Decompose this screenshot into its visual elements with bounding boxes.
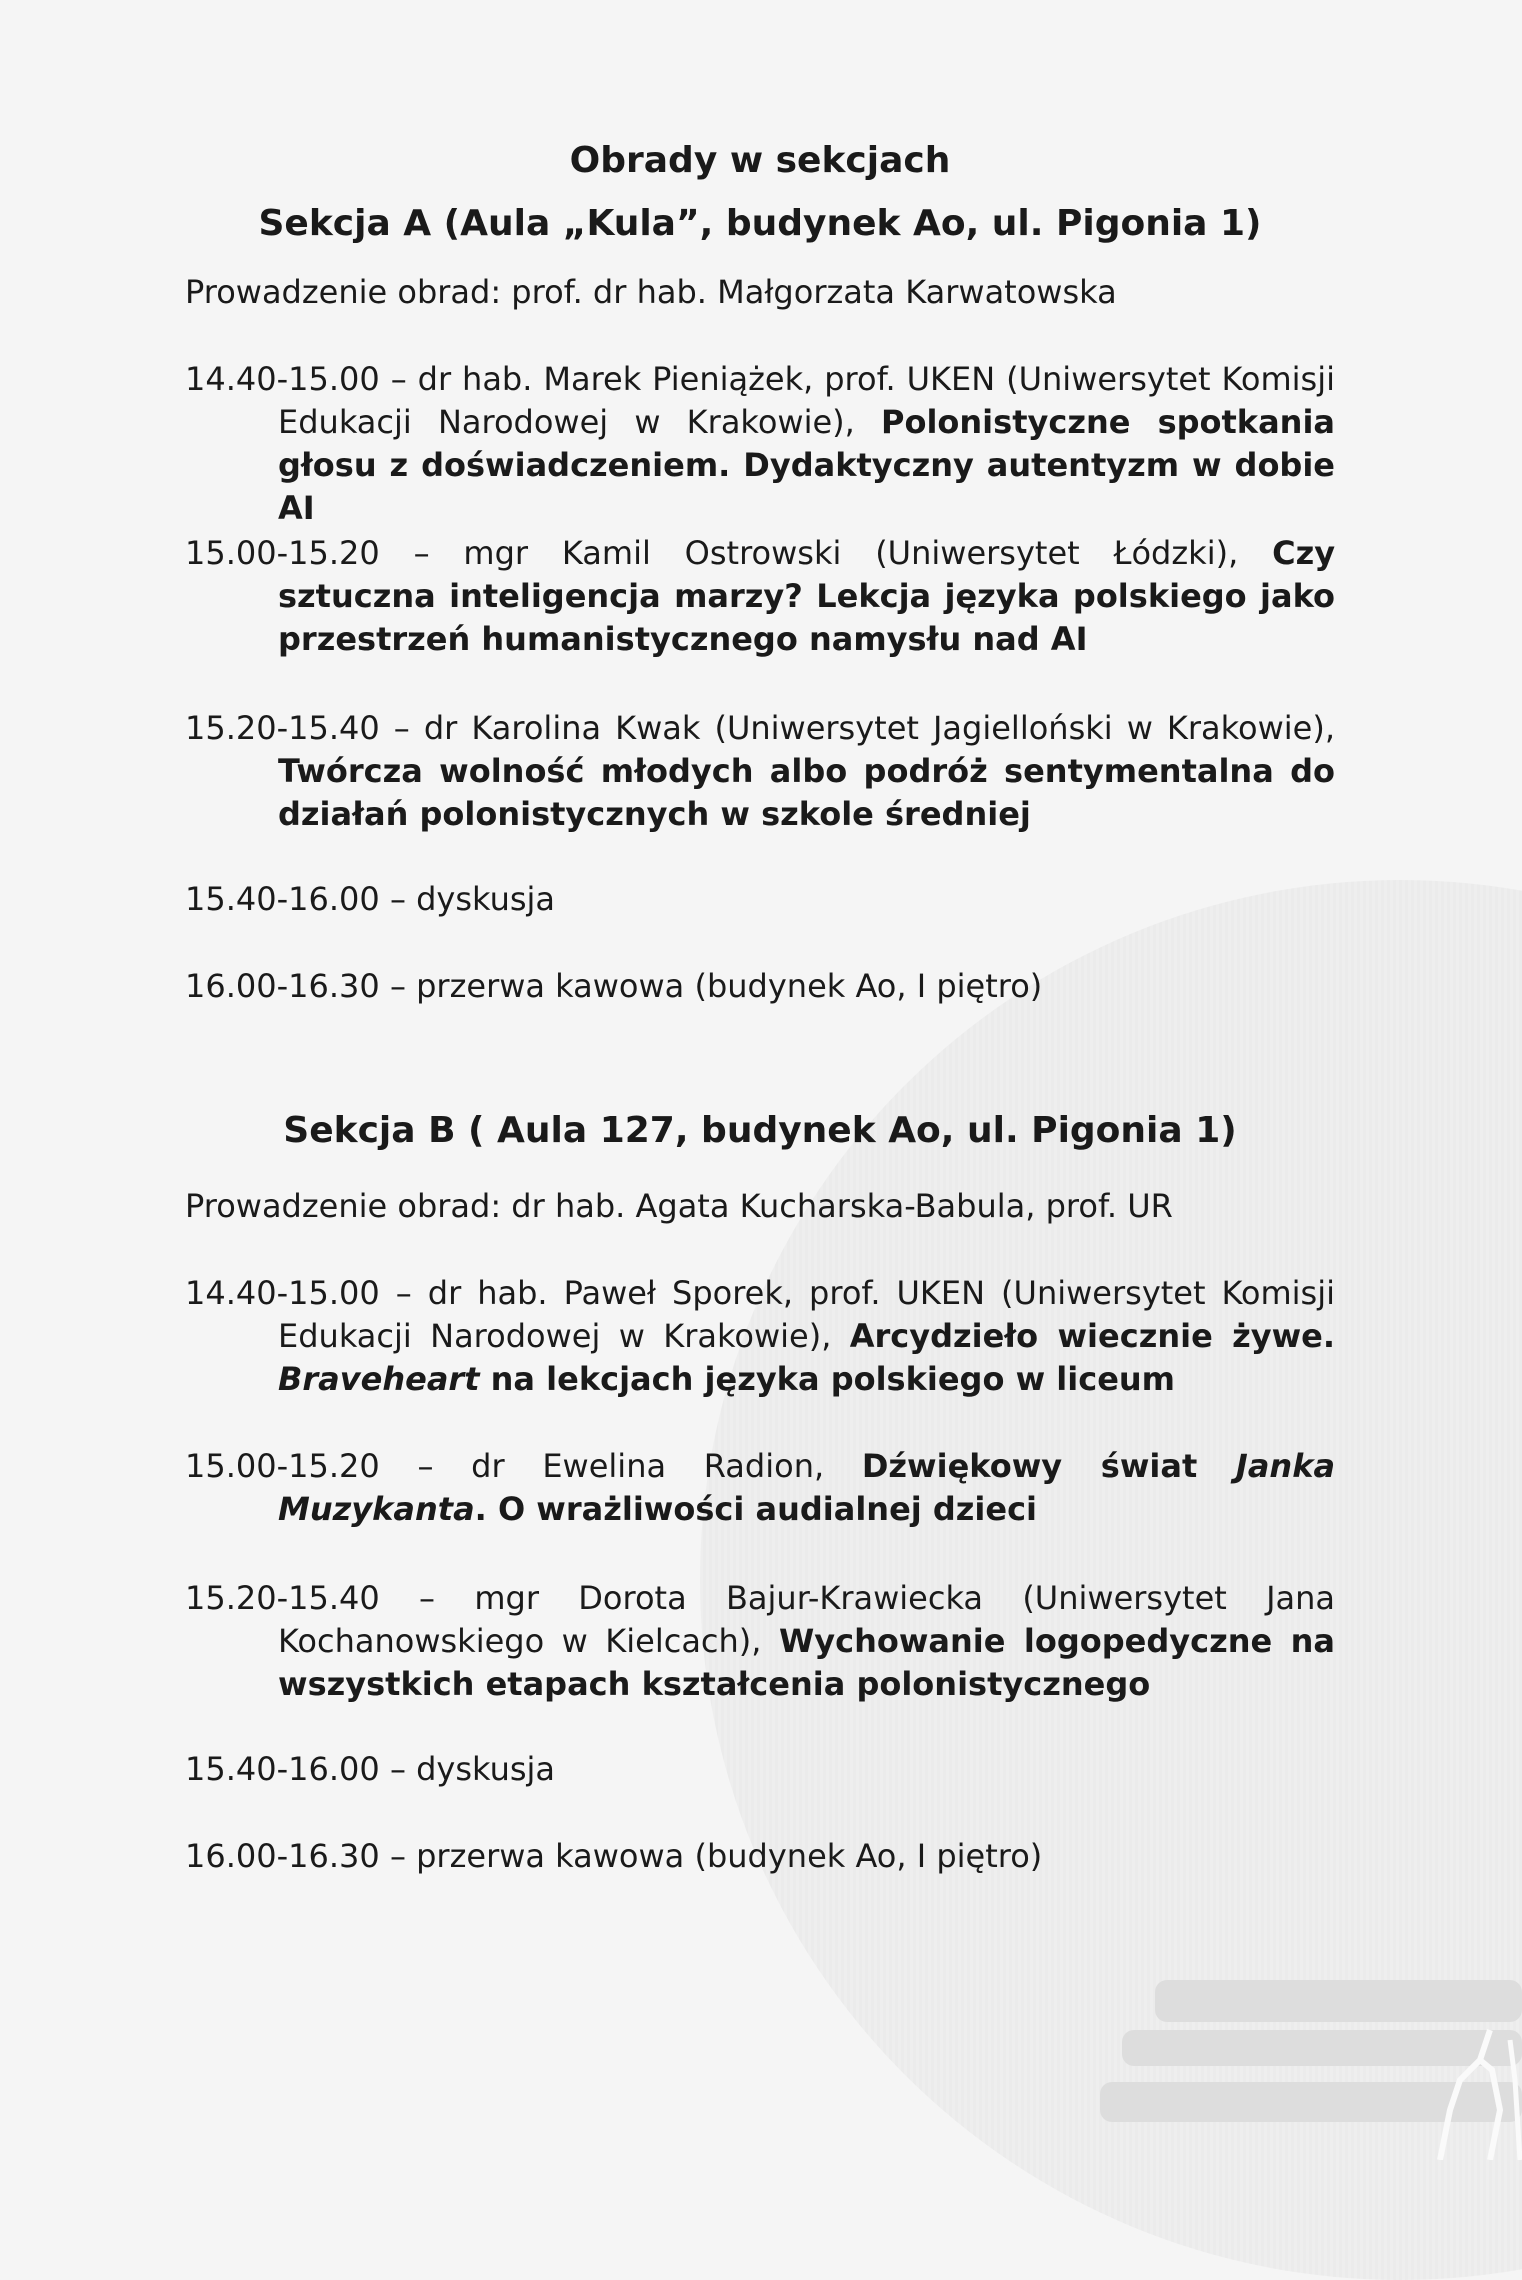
talk-entry: [185, 1272, 1335, 1401]
talk-title-part2: na lekcjach języka polskiego w liceum: [490, 1360, 1176, 1398]
talk-speaker: mgr Kamil Ostrowski (Uniwersytet Łódzki),: [463, 534, 1239, 572]
talk-title-part1: Arcydzieło wiecznie żywe.: [849, 1317, 1335, 1355]
talk-entry: [185, 707, 1335, 836]
talk-time: 15.20-15.40 –: [185, 709, 410, 747]
section-a-heading: Sekcja A (Aula „Kula”, budynek Ao, ul. Pigonia 1): [258, 203, 1262, 244]
talk-speaker: dr hab. Marek Pieniążek, prof. UKEN (Uniwersytet Komisji Edukacji Narodowej w Krakowie),: [278, 360, 1336, 441]
talk-entry: [185, 358, 1335, 530]
talk-entry: [185, 1577, 1335, 1706]
talk-time: 15.00-15.20 –: [185, 1447, 434, 1485]
discussion-line: 15.40-16.00 – dyskusja: [185, 1750, 556, 1788]
talk-time: 15.20-15.40 –: [185, 1579, 436, 1617]
coffee-break-line: 16.00-16.30 – przerwa kawowa (budynek Ao, I piętro): [185, 967, 1043, 1005]
figure-sketch-icon: [1430, 2020, 1522, 2160]
page-title: Obrady w sekcjach: [569, 140, 951, 181]
talk-title-italic: Braveheart: [278, 1360, 480, 1398]
talk-time: 15.00-15.20 –: [185, 534, 430, 572]
talk-title-part2: . O wrażliwości audialnej dzieci: [474, 1490, 1038, 1528]
talk-speaker: mgr Dorota Bajur-Krawiecka (Uniwersytet Jana Kochanowskiego w Kielcach),: [278, 1579, 1336, 1660]
talk-speaker: dr Karolina Kwak (Uniwersytet Jagielloński w Krakowie),: [423, 709, 1336, 747]
discussion-line: 15.40-16.00 – dyskusja: [185, 880, 556, 918]
section-a-chair: Prowadzenie obrad: prof. dr hab. Małgorzata Karwatowska: [185, 273, 1117, 311]
talk-title-part1: Dźwiękowy świat: [861, 1447, 1198, 1485]
talk-title: Czy sztuczna inteligencja marzy? Lekcja języka polskiego jako przestrzeń humanistycznego namysłu nad AI: [278, 534, 1336, 658]
coffee-break-line: 16.00-16.30 – przerwa kawowa (budynek Ao, I piętro): [185, 1837, 1043, 1875]
section-b-heading: Sekcja B ( Aula 127, budynek Ao, ul. Pigonia 1): [283, 1110, 1237, 1151]
talk-title-italic: Janka Muzykanta: [278, 1447, 1336, 1528]
talk-time: 14.40-15.00 –: [185, 1274, 412, 1312]
talk-entry: [185, 532, 1335, 661]
talk-title: Wychowanie logopedyczne na wszystkich etapach kształcenia polonistycznego: [278, 1622, 1336, 1703]
talk-entry: [185, 1445, 1335, 1531]
talk-speaker: dr Ewelina Radion,: [471, 1447, 825, 1485]
section-b-chair: Prowadzenie obrad: dr hab. Agata Kucharska-Babula, prof. UR: [185, 1187, 1173, 1225]
talk-title: Polonistyczne spotkania głosu z doświadczeniem. Dydaktyczny autentyzm w dobie AI: [278, 403, 1336, 527]
talk-speaker: dr hab. Paweł Sporek, prof. UKEN (Uniwersytet Komisji Edukacji Narodowej w Krakowie),: [278, 1274, 1336, 1355]
talk-title: Twórcza wolność młodych albo podróż sentymentalna do działań polonistycznych w szkole średniej: [278, 752, 1335, 833]
talk-time: 14.40-15.00 –: [185, 360, 407, 398]
brush-stroke: [1155, 1980, 1522, 2022]
